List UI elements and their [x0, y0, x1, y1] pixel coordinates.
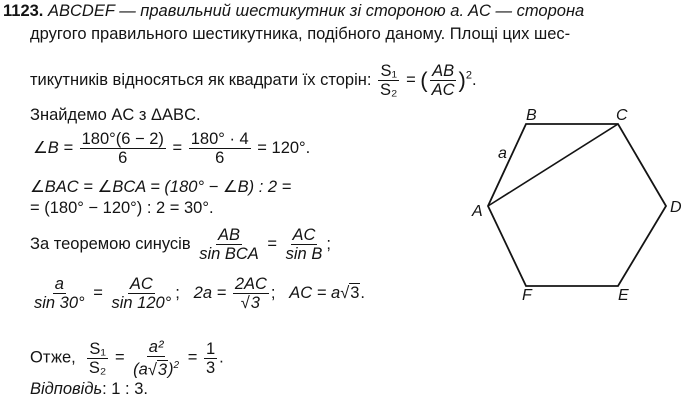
problem-line1-text: ABCDEF — правильний шестикутник зі стороною a. AC — сторона	[47, 2, 585, 20]
calc-f3-num: 2AC	[234, 275, 267, 293]
calc-sep: ;	[175, 283, 180, 302]
find-line: Знайдемо AC з ΔABC.	[30, 106, 201, 124]
vertex-label-b: B	[526, 107, 537, 124]
area-ratio-fraction	[378, 62, 399, 99]
problem-line-1	[3, 1, 584, 21]
sine-f1-num: AB	[218, 226, 241, 244]
angle-b-frac2-den: 6	[215, 149, 225, 167]
conclusion-fraction-3	[204, 340, 217, 377]
conclusion-end: .	[219, 348, 224, 367]
problem-number: 1123.	[3, 2, 44, 20]
sine-f1-den: sin BCA	[199, 245, 259, 263]
angle-b-fraction-1	[80, 130, 166, 167]
calc-sep2: ;	[270, 283, 276, 302]
conclusion-eq2: =	[187, 348, 198, 367]
calc-fraction-3	[233, 275, 269, 312]
angle-b-fraction-2	[189, 130, 251, 167]
vertex-label-a: A	[472, 203, 483, 220]
conclusion-f2-den-root: 3	[157, 360, 168, 379]
calc-f1-den: sin 30°	[34, 294, 85, 312]
problem-line-2: другого правильного шестикутника, подібного даному. Площі цих шес-	[30, 25, 571, 43]
angle-b-frac1-num: 180°(6 − 2)	[81, 130, 164, 148]
vertex-label-e: E	[618, 287, 629, 302]
sine-fraction-2	[284, 226, 325, 263]
sine-f2-num: AC	[292, 226, 316, 244]
calc-f2-num: AC	[129, 275, 153, 293]
angle-b-frac1-den: 6	[118, 149, 128, 167]
answer-value: : 1 : 3.	[102, 380, 148, 398]
conclusion-f2-den-a: a	[138, 360, 148, 379]
conclusion-line	[30, 338, 224, 379]
conclusion-f3-num: 1	[205, 339, 216, 358]
angle-b-line	[33, 130, 310, 167]
sine-fraction-1	[197, 226, 261, 263]
calc-ac-root: 3	[350, 283, 360, 302]
calc-end: .	[360, 283, 365, 302]
calc-fraction-1	[32, 275, 87, 312]
sine-theorem-line	[30, 226, 331, 263]
hexagon-figure	[470, 102, 685, 302]
bac-line-2: = (180° − 120°) : 2 = 30°.	[30, 199, 214, 217]
calc-eq: =	[93, 283, 103, 302]
calc-f3-den-root: 3	[250, 294, 260, 312]
area-ratio-num: S₁	[380, 62, 398, 80]
angle-b-result: = 120°.	[257, 138, 311, 157]
calc-f1-num: a	[54, 275, 64, 293]
calc-2a: 2a =	[193, 283, 227, 302]
conclusion-f1-den: S₂	[88, 358, 107, 377]
problem-line3-text: тикутників відносяться як квадрати їх сторін:	[30, 70, 372, 89]
sqrt-3-radical-3: √ 3	[147, 360, 168, 379]
vertex-label-c: C	[616, 107, 628, 124]
side-ratio-den: AC	[431, 81, 455, 99]
conclusion-f3-den: 3	[205, 358, 216, 377]
sqrt-3-radical-2: √ 3	[340, 283, 360, 302]
sqrt-3-radical: √ 3	[240, 294, 260, 312]
side-ratio-num: AB	[432, 62, 455, 80]
sine-end: ;	[326, 234, 331, 253]
angle-b-label: ∠B =	[33, 138, 74, 157]
sine-theorem-text: За теоремою синусів	[30, 234, 191, 253]
conclusion-f2-num: a²	[148, 338, 164, 356]
answer-label: Відповідь	[30, 380, 103, 398]
calc-line	[30, 275, 365, 312]
hexagon-outline	[488, 124, 666, 286]
side-ratio-exponent: 2	[465, 69, 472, 82]
vertex-label-d: D	[670, 199, 682, 216]
calc-f2-den: sin 120°	[111, 294, 172, 312]
area-ratio-den: S₂	[380, 81, 398, 99]
conclusion-f2-den-exp: 2	[173, 360, 180, 371]
conclusion-f1-num: S₁	[89, 339, 106, 358]
calc-ac: AC = a	[289, 283, 341, 302]
conclusion-eq: =	[114, 348, 125, 367]
side-ratio-fraction	[430, 62, 457, 99]
sine-eq: =	[267, 234, 278, 253]
angle-b-frac2-num: 180° · 4	[190, 130, 249, 148]
angle-b-eq: =	[172, 138, 183, 157]
conclusion-f2-den: (a √ 3)$^2$	[133, 360, 180, 379]
sine-f2-den: sin B	[285, 245, 323, 263]
vertex-label-f: F	[522, 287, 532, 302]
calc-f3-den	[239, 294, 263, 312]
conclusion-fraction-1	[87, 340, 108, 377]
side-label-a: a	[498, 145, 507, 162]
problem-line-3: тикутників відносяться як квадрати їх сторін: $\frac{\text{S₁}}{\text{S₂}}$ = ( $\frac{AB}{AC}$ )$^2$.	[30, 62, 477, 99]
bac-line-1: ∠BAC = ∠BCA = (180° − ∠B) : 2 =	[30, 178, 292, 196]
answer-line	[30, 379, 148, 399]
conclusion-fraction-2	[131, 338, 181, 379]
calc-fraction-2	[109, 275, 173, 312]
conclusion-label: Отже,	[30, 348, 76, 367]
